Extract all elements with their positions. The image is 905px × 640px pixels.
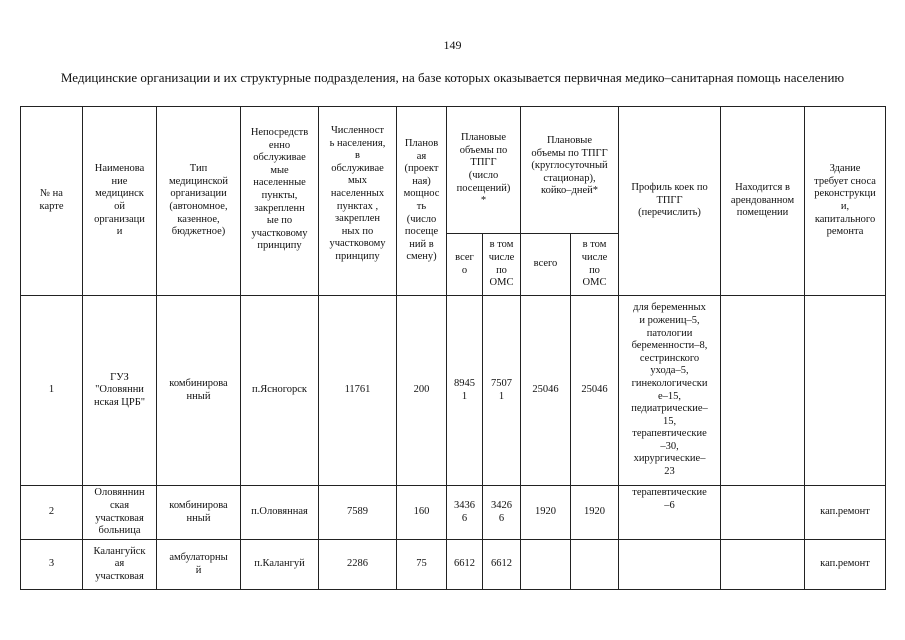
cell-type: амбулаторны й <box>157 540 241 590</box>
cell-num: 3 <box>21 540 83 590</box>
cell-type: комбинирова нный <box>157 296 241 486</box>
cell-profile: для беременных и рожениц–5, патологии беременности–8, сестринского ухода–5, гинекологически е–15, педиатрические– 15, терапевтические –30, хирургические– 23 <box>619 296 721 486</box>
header-beddays-oms: в том числе по ОМС <box>571 234 619 296</box>
cell-points: п.Ясногорск <box>241 296 319 486</box>
header-points: Непосредств енно обслуживае мые населенные пункты, закрепленн ые по участковому принципу <box>241 107 319 296</box>
cell-points: п.Оловянная <box>241 486 319 540</box>
table-row <box>21 540 886 590</box>
cell-visits-oms: 3426 6 <box>483 486 521 540</box>
cell-population: 7589 <box>319 486 397 540</box>
cell-points: п.Калангуй <box>241 540 319 590</box>
cell-rented <box>721 486 805 540</box>
cell-name: Оловяннин ская участковая больница <box>83 486 157 540</box>
cell-population: 11761 <box>319 296 397 486</box>
cell-num: 1 <box>21 296 83 486</box>
header-rented: Находится в арендованном помещении <box>721 107 805 296</box>
header-name: Наименова ние медицинск ой организаци и <box>83 107 157 296</box>
page-title: Медицинские организации и их структурные подразделения, на базе которых оказывается первичная медико–санитарная помощь населению <box>60 70 845 85</box>
cell-beddays-oms: 25046 <box>571 296 619 486</box>
cell-beddays-oms: 1920 <box>571 486 619 540</box>
cell-num: 2 <box>21 486 83 540</box>
cell-visits-total: 6612 <box>447 540 483 590</box>
cell-capacity: 200 <box>397 296 447 486</box>
cell-beddays-total: 25046 <box>521 296 571 486</box>
cell-profile: терапевтические –6 <box>619 486 721 540</box>
cell-capacity: 160 <box>397 486 447 540</box>
header-beddays: Плановые объемы по ТПГГ (круглосуточный стационар), койко–дней* <box>521 107 619 234</box>
cell-visits-total: 8945 1 <box>447 296 483 486</box>
header-type: Тип медицинской организации (автономное, казенное, бюджетное) <box>157 107 241 296</box>
header-visits-total: всег о <box>447 234 483 296</box>
cell-building: кап.ремонт <box>805 486 886 540</box>
header-building: Здание требует сноса реконструкци и, капитального ремонта <box>805 107 886 296</box>
table-row <box>21 486 886 540</box>
cell-building <box>805 296 886 486</box>
header-visits-oms: в том числе по ОМС <box>483 234 521 296</box>
header-beddays-total: всего <box>521 234 571 296</box>
cell-visits-oms: 6612 <box>483 540 521 590</box>
cell-type: комбинирова нный <box>157 486 241 540</box>
header-visits: Плановые объемы по ТПГГ (число посещений) * <box>447 107 521 234</box>
header-population: Численност ь населения, в обслуживае мых населенных пунктах , закреплен ных по участковому принципу <box>319 107 397 296</box>
page-number: 149 <box>443 38 462 52</box>
cell-beddays-oms <box>571 540 619 590</box>
cell-name: ГУЗ "Оловянни нская ЦРБ" <box>83 296 157 486</box>
cell-visits-oms: 7507 1 <box>483 296 521 486</box>
cell-profile <box>619 540 721 590</box>
cell-name: Калангуйск ая участковая <box>83 540 157 590</box>
table-row <box>21 296 886 486</box>
header-capacity: Планов ая (проект ная) мощнос ть (число посеще ний в смену) <box>397 107 447 296</box>
cell-rented <box>721 540 805 590</box>
cell-beddays-total: 1920 <box>521 486 571 540</box>
cell-visits-total: 3436 6 <box>447 486 483 540</box>
cell-rented <box>721 296 805 486</box>
facilities-table <box>20 106 886 590</box>
header-profile: Профиль коек по ТПГГ (перечислить) <box>619 107 721 296</box>
cell-capacity: 75 <box>397 540 447 590</box>
cell-building: кап.ремонт <box>805 540 886 590</box>
cell-population: 2286 <box>319 540 397 590</box>
header-num: № на карте <box>21 107 83 296</box>
cell-beddays-total <box>521 540 571 590</box>
